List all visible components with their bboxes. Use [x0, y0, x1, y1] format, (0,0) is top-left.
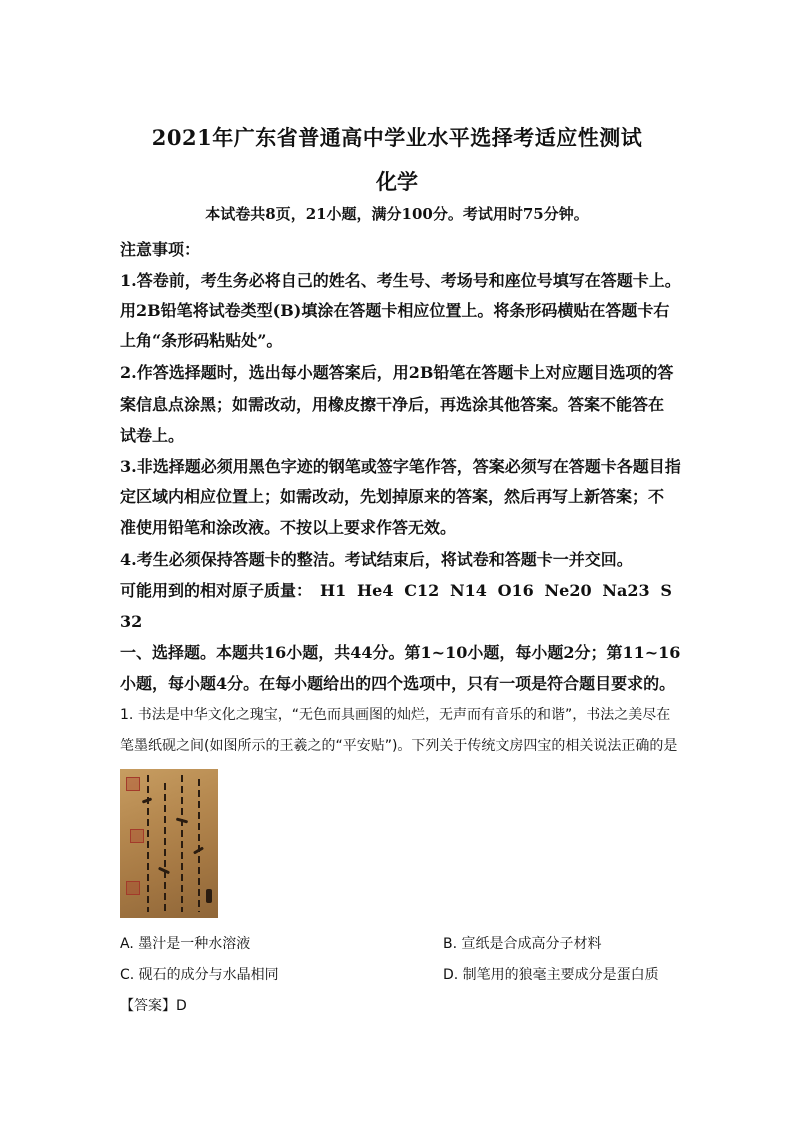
option-d: D. 制笔用的狼毫主要成分是蛋白质: [443, 967, 659, 983]
atomic-mass-item: O16: [497, 581, 534, 600]
notes-line: 上角“条形码粘贴处”。: [120, 331, 283, 350]
script-column: [181, 775, 183, 912]
notes-line: 4.考生必须保持答题卡的整洁。考试结束后，将试卷和答题卡一并交回。: [120, 550, 633, 569]
atomic-mass-item: He4: [357, 581, 394, 600]
section-heading: 小题，每小题4分。在每小题给出的四个选项中，只有一项是符合题目要求的。: [120, 674, 676, 693]
section-heading: 一、选择题。本题共16小题，共44分。第1~10小题，每小题2分；第11~16: [120, 643, 681, 662]
script-column: [164, 783, 166, 912]
atomic-mass-overflow: 32: [120, 612, 143, 631]
notes-line: 案信息点涂黑；如需改动，用橡皮擦干净后，再选涂其他答案。答案不能答在: [120, 395, 665, 414]
atomic-mass-item: H1: [320, 581, 347, 600]
answer-label: 【答案】D: [120, 998, 187, 1014]
atomic-mass-item: Ne20: [544, 581, 592, 600]
notes-line: 准使用铅笔和涂改液。不按以上要求作答无效。: [120, 518, 457, 537]
option-c: C. 砚石的成分与水晶相同: [120, 967, 279, 983]
calligraphy-image: [120, 769, 218, 918]
seal-mark: [126, 881, 140, 895]
notes-line: 用2B铅笔将试卷类型(B)填涂在答题卡相应位置上。将条形码横贴在答题卡右: [120, 301, 670, 320]
option-a: A. 墨汁是一种水溶液: [120, 936, 251, 952]
notes-line: 3.非选择题必须用黑色字迹的钢笔或签字笔作答，答案必须写在答题卡各题目指: [120, 457, 681, 476]
notes-line: 定区域内相应位置上；如需改动，先划掉原来的答案，然后再写上新答案；不: [120, 487, 665, 506]
atomic-mass-item: C12: [404, 581, 440, 600]
brush-stroke: [206, 889, 212, 903]
script-column: [147, 775, 149, 912]
notes-heading: 注意事项：: [120, 240, 201, 259]
atomic-mass-list: [320, 581, 672, 601]
exam-title: 2021年广东省普通高中学业水平选择考适应性测试: [151, 125, 643, 150]
notes-line: 2.作答选择题时，选出每小题答案后，用2B铅笔在答题卡上对应题目选项的答: [120, 363, 674, 382]
seal-mark: [130, 829, 144, 843]
atomic-mass-item: Na23: [602, 581, 650, 600]
atomic-mass-item: S: [660, 581, 672, 600]
seal-mark: [126, 777, 140, 791]
notes-line: 试卷上。: [120, 426, 185, 445]
subject-title: 化学: [376, 169, 418, 194]
question-stem: 1. 书法是中华文化之瑰宝，“无色而具画图的灿烂，无声而有音乐的和谐”，书法之美尽在: [120, 707, 671, 723]
atomic-mass-item: N14: [449, 581, 487, 600]
script-column: [198, 779, 200, 912]
notes-line: 1.答卷前，考生务必将自己的姓名、考生号、考场号和座位号填写在答题卡上。: [120, 271, 681, 290]
exam-info: 本试卷共8页，21小题，满分100分。考试用时75分钟。: [205, 205, 589, 223]
option-b: B. 宣纸是合成高分子材料: [443, 936, 602, 952]
question-stem: 笔墨纸砚之间(如图所示的王羲之的“平安贴”)。下列关于传统文房四宝的相关说法正确的是: [120, 738, 678, 754]
atomic-mass-row: [120, 581, 680, 601]
atomic-mass-label: 可能用到的相对原子质量：: [120, 581, 313, 600]
